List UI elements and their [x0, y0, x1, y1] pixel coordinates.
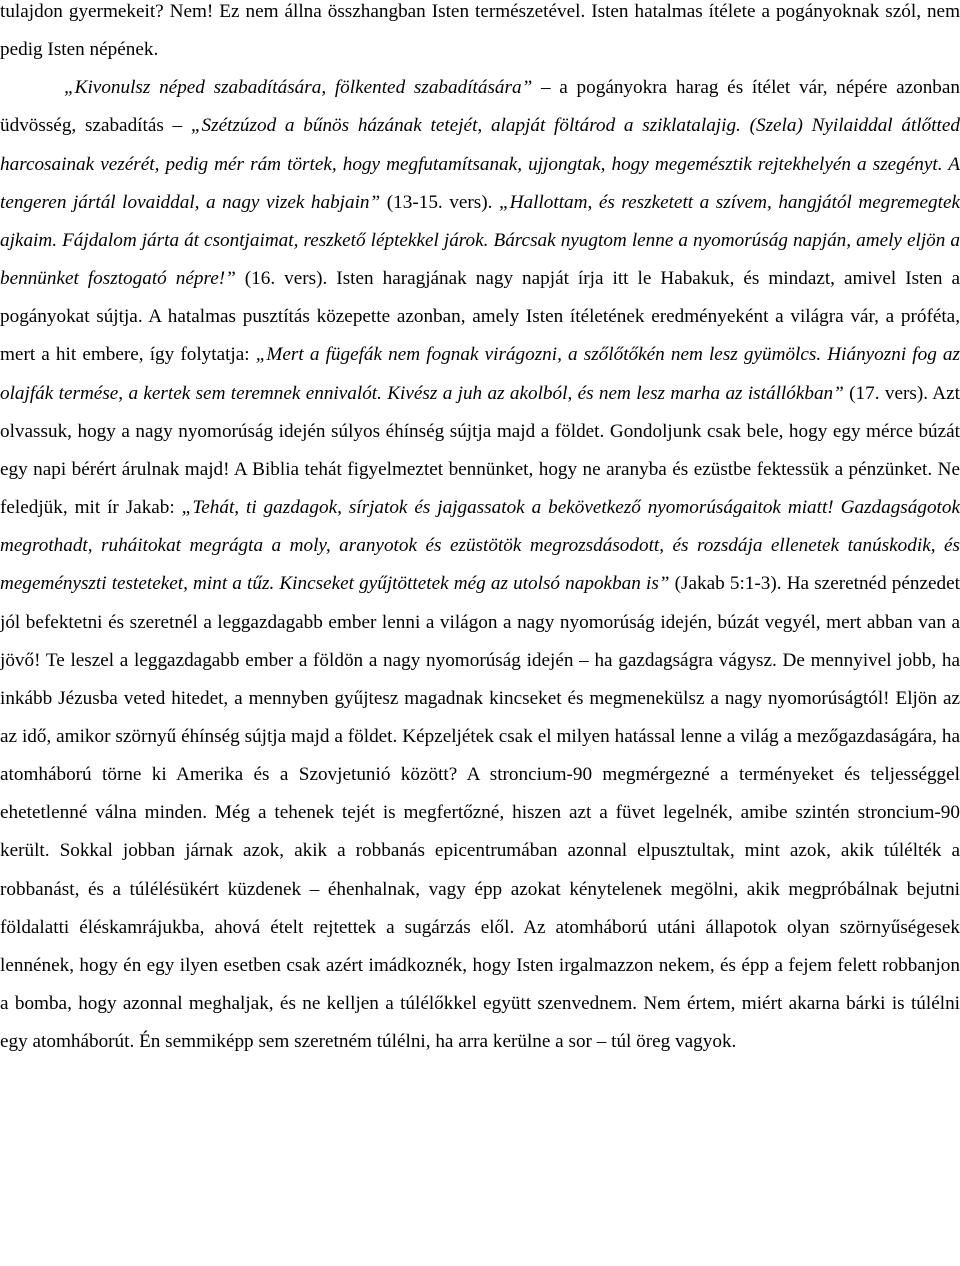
text-run: (13-15. vers). [380, 191, 499, 213]
text-run: (16. vers). Isten haragjának nagy napját írja itt le Habakuk, és mindazt, amivel Isten a pogányokat sújtja. A hatalmas pusztítás közepette azonban, amely Isten ítéletének eredményeként a világra vár, a próféta, mert a hit embere, így folytatja: [0, 268, 960, 366]
quote-run: „Hallottam, és reszketett a szívem, hangjától megremegtek ajkaim. Fájdalom járta át csontjaimat, reszkető léptekkel járok. Bárcsak nyugtom lenne a nyomorúság napján, amely eljön a bennünket fosztogató népre!” [0, 191, 960, 290]
text-run: tulajdon gyermekeit? Nem! Ez nem állna összhangban Isten természetével. Isten hatalmas ítélete a pogányoknak szól, nem pedig Isten népének. [0, 1, 960, 61]
text-run: (Jakab 5:1-3). Ha szeretnéd pénzedet jól befektetni és szeretnél a leggazdagabb ember lenni a világon a nagy nyomorúság idején, búzát vegyél, mert abban van a jövő! Te leszel a leggazdagabb ember a földön a nagy nyomorúság idején – ha gazdagságra vágysz. De mennyivel jobb, ha inkább Jézusba veted hitedet, a mennyben gyűjtesz magadnak kincseket és megmenekülsz a nagy nyomorúságtól! Eljön az az idő, amikor szörnyű éhínség sújtja majd a földet. Képzeljétek csak el milyen hatással lenne a világ a mezőgazdaságára, ha atomháború törne ki Amerika és a Szovjetunió között? A stroncium-90 megmérgezné a terményeket és teljességgel ehetetlenné válna minden. Még a tehenek tejét is megfertőzné, hiszen azt a füvet legelnék, amibe szintén stroncium-90 került. Sokkal jobban járnak azok, akik a robbanás epicentrumában azonnal elpusztultak, mint azok, akik túlélték a robbanást, és a túlélésükért küzdenek – éhenhalnak, vagy épp azokat kénytelenek megölni, akik megpróbálnak bejutni földalatti éléskamrájukba, ahová ételt rejtettek a sugárzás elől. Az atomháború utáni állapotok olyan szörnyűségesek lennének, hogy én egy ilyen esetben csak azért imádkoznék, hogy Isten irgalmazzon nekem, és épp a fejem felett robbanjon a bomba, hogy azonnal meghaljak, és ne kelljen a túlélőkkel együtt szenvednem. Nem értem, miért akarna bárki is túlélni egy atomháborút. Én semmiképp sem szeretném túlélni, ha arra kerülne a sor – túl öreg vagyok. [0, 573, 960, 1053]
quote-run: „Kivonulsz néped szabadítására, fölkented szabadítására” [64, 77, 533, 99]
text-run: – a pogányokra harag és ítélet vár, népére azonban üdvösség, szabadítás – [0, 77, 960, 137]
paragraph-1 [0, 0, 960, 69]
quote-run: „Tehát, ti gazdagok, sírjatok és jajgassatok a bekövetkező nyomorúságaitok miatt! Gazdagságotok megrothadt, ruháitokat megrágta a moly, aranyotok és ezüstötök megrozsdásodott, és rozsdája ellenetek tanúskodik, és megeményszti testeteket, mint a tűz. Kincseket gyűjtöttetek még az utolsó napokban is” [0, 497, 960, 595]
text-run: (17. vers). Azt olvassuk, hogy a nagy nyomorúság idején súlyos éhínség sújtja majd a földet. Gondoljunk csak bele, hogy egy mérce búzát egy napi bérért árulnak majd! A Biblia tehát figyelmeztet bennünket, hogy ne aranyba és ezüstbe fektessük a pénzünket. Ne feledjük, mit ír Jakab: [0, 382, 960, 519]
quote-run: „Szétzúzod a bűnös házának tetejét, alapját föltárod a sziklatalajig. (Szela) Nyilaiddal átlőtted harcosainak vezérét, pedig mér rám törtek, hogy megfutamítsanak, ujjongtak, hogy megemésztik rejtekhelyén a szegényt. A tengeren jártál lovaiddal, a nagy vizek habjain” [0, 115, 960, 213]
paragraph-2 [0, 69, 960, 1061]
quote-run: „Mert a fügefák nem fognak virágozni, a szőlőtőkén nem lesz gyümölcs. Hiányozni fog az olajfák termése, a kertek sem teremnek ennivalót. Kivész a juh az akolból, és nem lesz marha az istállókban” [0, 344, 960, 404]
